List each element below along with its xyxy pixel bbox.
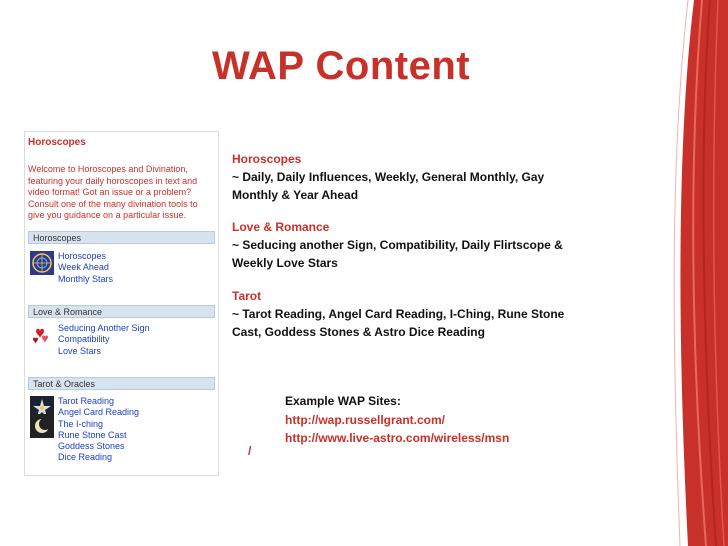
content-desc-tarot: ~ Tarot Reading, Angel Card Reading, I-Ching, Rune Stone Cast, Goddess Stones & Astro Dice Reading [232,307,565,339]
wap-link-angel-card[interactable]: Angel Card Reading [58,407,140,418]
wap-link-horoscopes[interactable]: Horoscopes [58,251,107,261]
content-title-tarot: Tarot [232,289,262,303]
wap-intro-text: Welcome to Horoscopes and Divination, featuring your daily horoscopes in text and video format! Got an issue or a problem? Consult one of the many divination tools to give you guidance on a particular issue. [28,164,198,221]
slide-title: WAP Content [212,44,471,88]
hearts-icon [30,323,54,347]
decorative-band [648,0,728,546]
wap-link-week-ahead[interactable]: Week Ahead [58,262,109,273]
wap-link-rune-stone[interactable]: Rune Stone Cast [58,429,127,440]
wap-link-seducing[interactable]: Seducing Another Sign [58,323,150,333]
example-link-live-astro[interactable]: http://www.live-astro.com/wireless/msn [285,431,510,445]
wap-links-love [58,323,150,357]
wap-link-goddess-stones[interactable]: Goddess Stones [58,441,125,452]
wap-links-horoscopes [58,251,113,285]
example-link-russellgrant[interactable]: http://wap.russellgrant.com/ [285,413,446,427]
content-title-horoscopes: Horoscopes [232,152,302,166]
wap-section-horoscopes: Horoscopes [28,231,215,244]
wap-link-monthly-stars[interactable]: Monthly Stars [58,273,114,284]
wap-header: Horoscopes [28,137,86,148]
trailing-slash: / [248,444,252,458]
wap-link-compatibility[interactable]: Compatibility [58,334,110,345]
moon-icon [30,414,54,438]
wap-links-tarot [58,396,139,464]
wap-section-tarot: Tarot & Oracles [28,377,215,390]
wap-link-dice-reading[interactable]: Dice Reading [58,452,113,463]
content-desc-love: ~ Seducing another Sign, Compatibility, Daily Flirtscope & Weekly Love Stars [232,238,563,270]
wap-link-love-stars[interactable]: Love Stars [58,345,102,356]
example-sites-label: Example WAP Sites: [285,394,401,408]
zodiac-wheel-icon [30,251,54,275]
content-desc-horoscopes: ~ Daily, Daily Influences, Weekly, General Monthly, Gay Monthly & Year Ahead [232,170,545,202]
wap-link-i-ching[interactable]: The I-ching [58,418,104,429]
wap-screenshot [24,131,219,476]
content-title-love: Love & Romance [232,220,330,234]
wap-link-tarot-reading[interactable]: Tarot Reading [58,396,115,406]
wap-section-love: Love & Romance [28,305,215,318]
